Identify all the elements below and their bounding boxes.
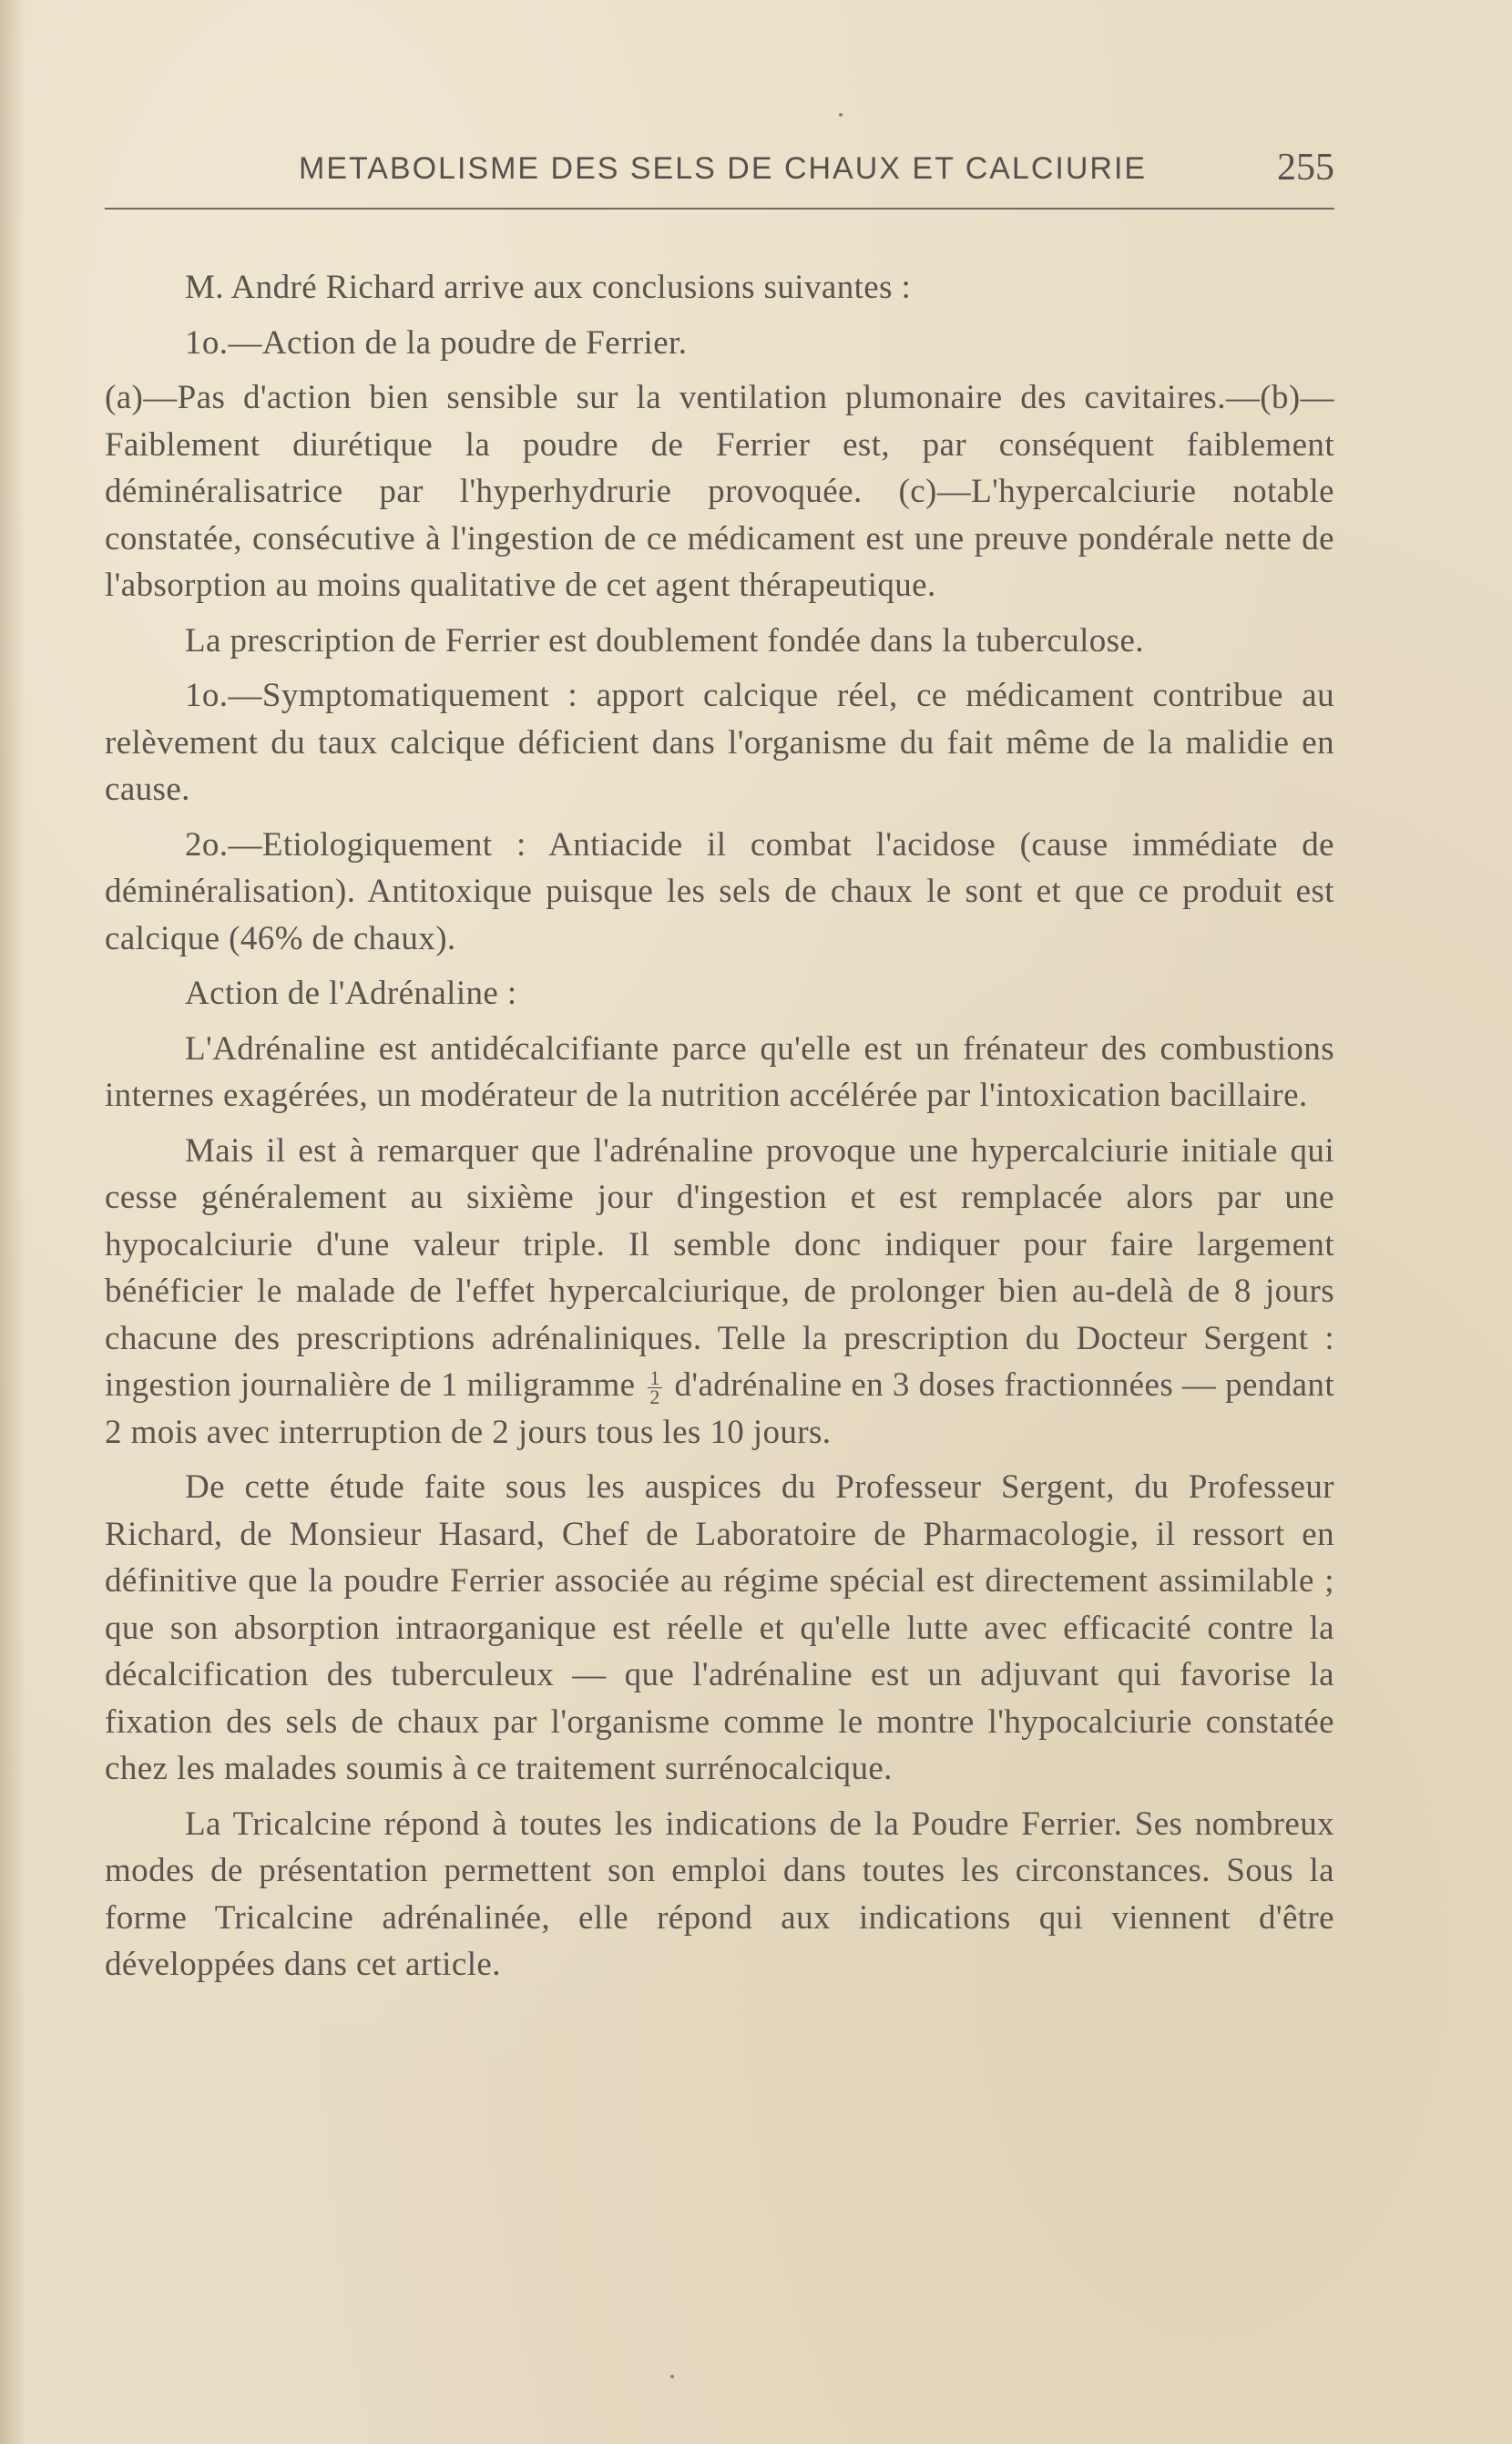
- paragraph-adrenaline: L'Adrénaline est antidécalcifiante parce qu'elle est un frénateur des combustions internes exagérées, un modérateur de la nutrition accélérée par l'intoxication bacillaire.: [105, 1029, 1334, 1114]
- paragraph-prescription: La prescription de Ferrier est doublement fondée dans la tuberculose.: [185, 621, 1144, 660]
- page-header: [105, 146, 1334, 193]
- body-text: [105, 264, 1334, 1997]
- paragraph-tricalcine: La Tricalcine répond à toutes les indications de la Poudre Ferrier. Ses nombreux modes de présentation permettent son emploi dans toutes les circonstances. Sous la forme Tricalcine adrénalinée, elle répond aux indications qui viennent d'être développées dans cet article.: [105, 1805, 1334, 1983]
- paragraph-conclusion-study: De cette étude faite sous les auspices du Professeur Sergent, du Professeur Richard, de Monsieur Hasard, Chef de Laboratoire de Pharmacologie, il ressort en définitive que la poudre Ferrier associée au régime spécial est directement assimilable ; que son absorption intraorganique est réelle et qu'elle lutte avec efficacité contre la décalcification des tuberculeux — que l'adrénaline est un adjuvant qui favorise la fixation des sels de chaux par l'organisme comme le montre l'hypocalciurie constatée chez les malades soumis à ce traitement surrénocalcique.: [105, 1468, 1334, 1787]
- header-rule: [105, 208, 1334, 210]
- paragraph-action-ferrier: 1o.—Action de la poudre de Ferrier.: [185, 323, 688, 362]
- page-edge-shadow: [0, 0, 26, 2444]
- running-title: METABOLISME DES SELS DE CHAUX ET CALCIURIE: [299, 151, 1148, 186]
- paragraph-etiologic: 2o.—Etiologiquement : Antiacide il combat l'acidose (cause immédiate de déminéralisation). Antitoxique puisque les sels de chaux le sont et que ce produit est calcique (46% de chaux).: [105, 825, 1334, 957]
- fraction-numerator: 1: [649, 1366, 660, 1390]
- fraction-denominator: 2: [649, 1386, 660, 1409]
- paragraph-hypercalciurie-after: d'adrénaline en 3 doses fractionnées — pendant 2 mois avec interruption de 2 jours tous les 10 jours.: [105, 1366, 1335, 1451]
- paragraph-symptomatic: 1o.—Symptomatiquement : apport calcique réel, ce médicament contribue au relèvement du taux calcique déficient dans l'organisme du fait même de la malidie en cause.: [105, 677, 1334, 808]
- fraction-one-half: [648, 1366, 661, 1409]
- paragraph-findings: (a)—Pas d'action bien sensible sur la ventilation plumonaire des cavitaires.—(b)—Faiblement diurétique la poudre de Ferrier est, par conséquent faiblement déminéralisatrice par l'hyperhydrurie provoquée. (c)—L'hypercalciurie notable constatée, consécutive à l'ingestion de ce médicament est une preuve pondérale nette de l'absorption au moins qualitative de cet agent thérapeutique.: [105, 379, 1334, 604]
- paper-speck: [839, 113, 843, 117]
- paragraph-hypercalciurie-before: Mais il est à remarquer que l'adrénaline provoque une hypercalciurie initiale qui cesse généralement au sixième jour d'ingestion et est remplacée alors par une hypocalciurie d'une valeur triple. Il semble donc indiquer pour faire largement bénéficier le malade de l'effet hypercalciurique, de prolonger bien au-delà de 8 jours chacune des prescriptions adrénaliniques. Telle la prescription du Docteur Sergent : ingestion journalière de 1 miligramme: [105, 1131, 1334, 1404]
- paragraph-hypercalciurie: [105, 1128, 1334, 1457]
- paragraph-intro: M. André Richard arrive aux conclusions suivantes :: [185, 269, 912, 306]
- paper-speck: [670, 2375, 674, 2378]
- paragraph-adrenaline-heading: Action de l'Adrénaline :: [185, 975, 517, 1012]
- page-number: 255: [1277, 147, 1334, 189]
